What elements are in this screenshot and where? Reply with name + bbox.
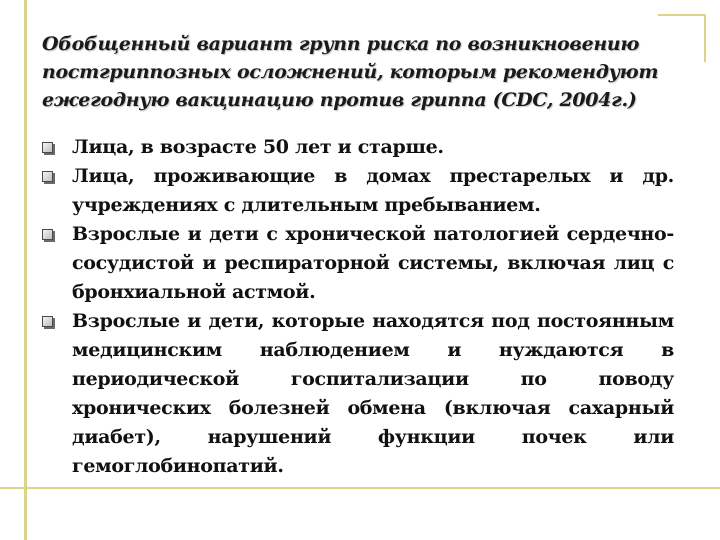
list-item-text: Взрослые и дети с хронической патологией сердечно-сосудистой и респираторной системы, включая лиц с бронхиальной астмой. bbox=[72, 223, 674, 303]
checkbox-square-bullet-icon bbox=[42, 142, 53, 153]
slide-title: Обобщенный вариант групп риска по возникновению постгриппозных осложнений, которым рекомендуют ежегодную вакцинацию против гриппа (CDC, 2004г.) bbox=[42, 33, 659, 111]
list-item bbox=[42, 162, 674, 220]
frame-vertical-line bbox=[24, 0, 27, 540]
list-item bbox=[42, 307, 674, 481]
list-item bbox=[42, 220, 674, 307]
checkbox-square-bullet-icon bbox=[42, 171, 53, 182]
list-item bbox=[42, 133, 674, 162]
list-item-text: Лица, в возрасте 50 лет и старше. bbox=[72, 136, 444, 158]
checkbox-square-bullet-icon bbox=[42, 229, 53, 240]
list-item-text: Лица, проживающие в домах престарелых и др. учреждениях с длительным пребыванием. bbox=[72, 165, 674, 216]
risk-group-list bbox=[42, 133, 674, 481]
frame-horizontal-line bbox=[0, 487, 720, 489]
checkbox-square-bullet-icon bbox=[42, 316, 53, 327]
list-item-text: Взрослые и дети, которые находятся под постоянным медицинским наблюдением и нуждаются в периодической госпитализации по поводу хронических болезней обмена (включая сахарный диабет), нарушений функции почек или гемоглобинопатий. bbox=[72, 310, 674, 477]
